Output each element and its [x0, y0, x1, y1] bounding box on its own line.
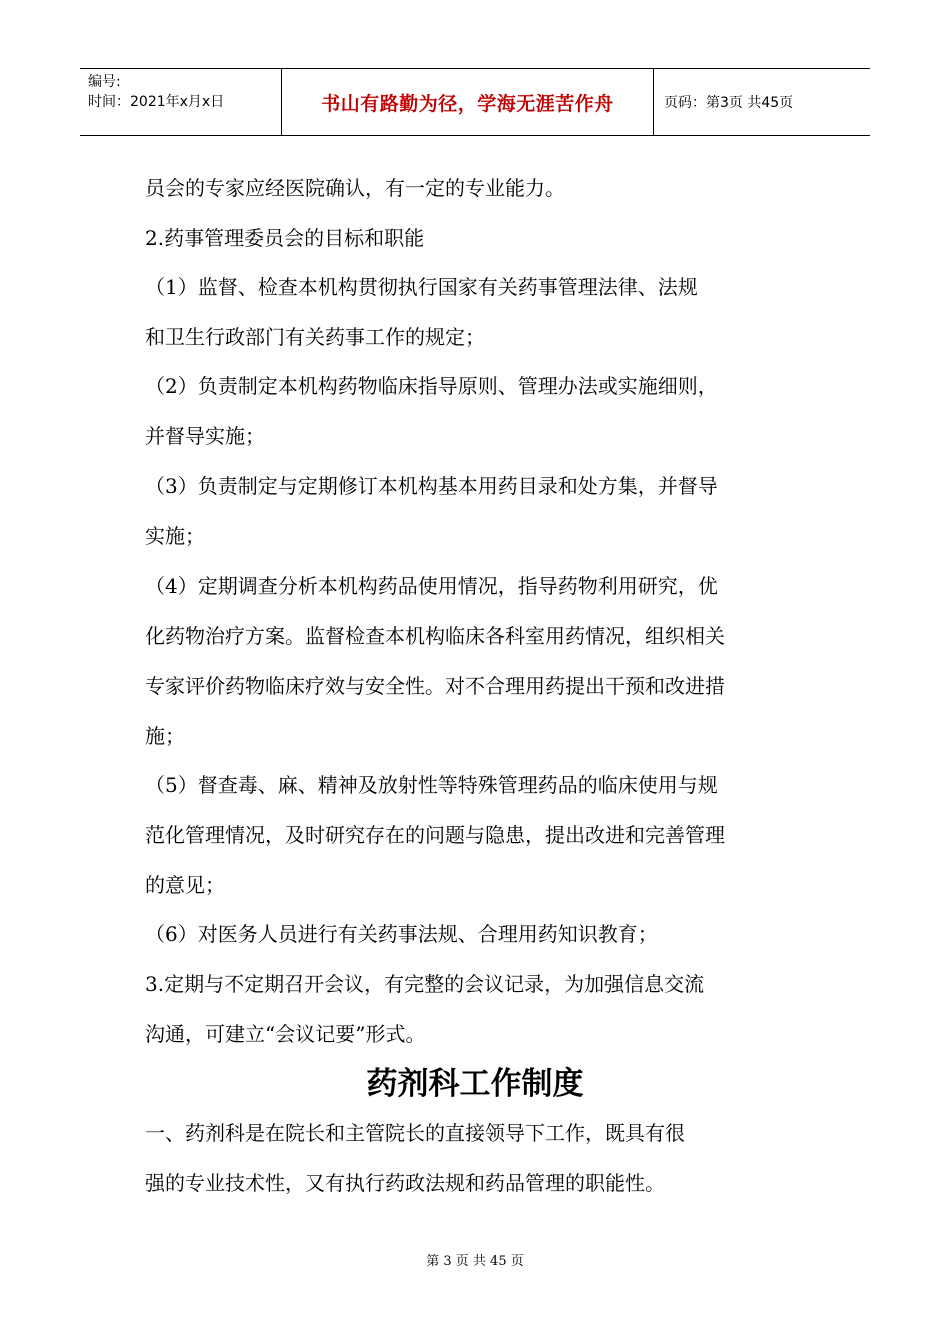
body-line: 3.定期与不定期召开会议，有完整的会议记录，为加强信息交流: [145, 972, 705, 996]
body-line: 化药物治疗方案。监督检查本机构临床各科室用药情况，组织相关: [145, 624, 725, 648]
body-line: 的意见；: [145, 873, 225, 897]
body-line: （2）负责制定本机构药物临床指导原则、管理办法或实施细则，: [145, 374, 718, 398]
body-line: 专家评价药物临床疗效与安全性。对不合理用药提出干预和改进措: [145, 674, 725, 698]
page-footer: 第 3 页 共 45 页: [426, 1254, 524, 1269]
body-line: （6）对医务人员进行有关药事法规、合理用药知识教育；: [145, 922, 658, 946]
document-header: [80, 68, 870, 136]
time-label: 时间：2021年x月x日: [88, 94, 225, 110]
body-line: （5）督查毒、麻、精神及放射性等特殊管理药品的临床使用与规: [145, 773, 718, 797]
number-label: 编号:: [88, 74, 121, 90]
body-line: （1）监督、检查本机构贯彻执行国家有关药事管理法律、法规: [145, 275, 698, 299]
body-line: （3）负责制定与定期修订本机构基本用药目录和处方集，并督导: [145, 474, 718, 498]
body-line: 员会的专家应经医院确认，有一定的专业能力。: [145, 176, 565, 200]
header-meta: [80, 69, 282, 135]
section-title: 药剂科工作制度: [366, 1066, 584, 1102]
body-line: 2.药事管理委员会的目标和职能: [145, 226, 425, 250]
body-line: 一、药剂科是在院长和主管院长的直接领导下工作，既具有很: [145, 1121, 685, 1145]
body-line: 强的专业技术性，又有执行药政法规和药品管理的职能性。: [145, 1171, 665, 1195]
body-line: 范化管理情况，及时研究存在的问题与隐患，提出改进和完善管理: [145, 823, 725, 847]
body-line: 和卫生行政部门有关药事工作的规定；: [145, 325, 485, 349]
header-motto: 书山有路勤为径，学海无涯苦作舟: [282, 69, 654, 135]
body-line: 实施；: [145, 524, 205, 548]
header-page-info: 页码：第3页 共45页: [664, 95, 794, 111]
body-line: 施；: [145, 724, 185, 748]
body-line: 沟通，可建立“会议记要”形式。: [145, 1022, 426, 1046]
body-line: （4）定期调查分析本机构药品使用情况，指导药物利用研究，优: [145, 574, 718, 598]
body-line: 并督导实施；: [145, 424, 265, 448]
